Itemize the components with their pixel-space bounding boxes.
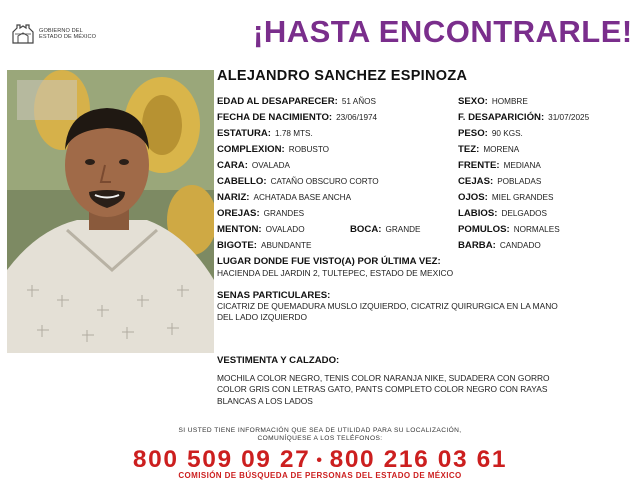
field-label: CABELLO: <box>217 176 267 187</box>
field-nariz <box>217 192 351 204</box>
field-value: MEDIANA <box>503 161 541 170</box>
field-edad <box>217 96 376 108</box>
field-value: 51 AÑOS <box>341 97 376 106</box>
field-barba <box>458 240 541 252</box>
field-value: OVALADA <box>251 161 290 170</box>
field-value: MORENA <box>483 145 520 154</box>
state-emblem-icon <box>10 23 36 45</box>
field-complexion <box>217 144 329 156</box>
field-value: ABUNDANTE <box>260 241 312 250</box>
field-ojos <box>458 192 553 204</box>
field-label: POMULOS: <box>458 224 510 235</box>
field-label: ESTATURA: <box>217 128 272 139</box>
logo-text <box>39 28 96 41</box>
field-menton <box>217 224 305 236</box>
government-logo <box>10 22 120 46</box>
field-cabello <box>217 176 379 188</box>
last-seen-text: HACIENDA DEL JARDIN 2, TULTEPEC, ESTADO DE MEXICO <box>217 268 454 278</box>
field-label: TEZ: <box>458 144 480 155</box>
phone-separator: • <box>316 451 324 469</box>
field-pomulos <box>458 224 560 236</box>
field-value: MIEL GRANDES <box>491 193 554 202</box>
field-label: NARIZ: <box>217 192 250 203</box>
clothing-line-3: BLANCAS A LOS LADOS <box>217 396 313 406</box>
field-value: ACHATADA BASE ANCHA <box>253 193 352 202</box>
field-value: HOMBRE <box>491 97 528 106</box>
field-label: BARBA: <box>458 240 496 251</box>
field-label: CARA: <box>217 160 248 171</box>
field-label: FRENTE: <box>458 160 500 171</box>
clothing-label: VESTIMENTA Y CALZADO: <box>217 355 340 366</box>
person-name: ALEJANDRO SANCHEZ ESPINOZA <box>217 68 468 84</box>
logo-line-2: ESTADO DE MÉXICO <box>39 34 97 40</box>
field-peso <box>458 128 523 140</box>
contact-note-2: COMUNÍQUESE A LOS TELÉFONOS: <box>257 435 383 442</box>
phone-numbers <box>0 446 640 474</box>
clothing-line-1: MOCHILA COLOR NEGRO, TENIS COLOR NARANJA NIKE, SUDADERA CON GORRO <box>217 373 550 383</box>
field-value: NORMALES <box>513 225 560 234</box>
phone-2[interactable]: 800 216 03 61 <box>329 446 508 473</box>
commission-name: COMISIÓN DE BÚSQUEDA DE PERSONAS DEL ESTADO DE MÉXICO <box>178 471 462 480</box>
field-sexo <box>458 96 528 108</box>
field-value: 23/06/1974 <box>336 113 378 122</box>
field-label: BIGOTE: <box>217 240 257 251</box>
field-value: DELGADOS <box>501 209 547 218</box>
field-value: ROBUSTO <box>288 145 330 154</box>
marks-line-1: CICATRIZ DE QUEMADURA MUSLO IZQUIERDO, CICATRIZ QUIRURGICA EN LA MANO <box>217 301 558 311</box>
field-label: PESO: <box>458 128 488 139</box>
field-label: FECHA DE NACIMIENTO: <box>217 112 333 123</box>
person-photo <box>7 70 214 353</box>
field-tez <box>458 144 519 156</box>
field-label: OJOS: <box>458 192 488 203</box>
marks-label: SENAS PARTICULARES: <box>217 290 331 301</box>
logo-line-1: GOBIERNO DEL <box>39 27 83 34</box>
field-value: POBLADAS <box>497 177 542 186</box>
field-label: F. DESAPARICIÓN: <box>458 112 545 123</box>
field-bigote <box>217 240 311 252</box>
marks-line-2: DEL LADO IZQUIERDO <box>217 312 307 322</box>
field-fecha-desaparicion <box>458 112 589 124</box>
field-value: 31/07/2025 <box>548 113 590 122</box>
field-estatura <box>217 128 313 140</box>
field-labios <box>458 208 547 220</box>
person-photo-illustration <box>7 70 214 353</box>
field-cara <box>217 160 290 172</box>
field-label: LABIOS: <box>458 208 498 219</box>
field-value: GRANDES <box>263 209 305 218</box>
phone-1[interactable]: 800 509 09 27 <box>132 446 311 473</box>
field-value: 90 KGS. <box>491 129 523 138</box>
last-seen-label: LUGAR DONDE FUE VISTO(A) POR ÚLTIMA VEZ: <box>217 256 441 267</box>
field-value: GRANDE <box>385 225 421 234</box>
field-label: COMPLEXION: <box>217 144 285 155</box>
field-label: SEXO: <box>458 96 488 107</box>
field-value: OVALADO <box>265 225 305 234</box>
field-cejas <box>458 176 541 188</box>
contact-note-1: SI USTED TIENE INFORMACIÓN QUE SEA DE UTILIDAD PARA SU LOCALIZACIÓN, <box>178 427 462 434</box>
field-frente <box>458 160 541 172</box>
headline: ¡HASTA ENCONTRARLE! <box>253 14 633 49</box>
field-value: CANDADO <box>499 241 541 250</box>
field-boca <box>350 224 420 236</box>
field-label: BOCA: <box>350 224 382 235</box>
field-label: OREJAS: <box>217 208 260 219</box>
field-label: MENTON: <box>217 224 262 235</box>
clothing-line-2: COLOR GRIS CON LETRAS GATO, PANTS COMPLETO COLOR NEGRO CON RAYAS <box>217 384 548 394</box>
field-label: EDAD AL DESAPARECER: <box>217 96 338 107</box>
field-orejas <box>217 208 304 220</box>
field-value: CATAÑO OBSCURO CORTO <box>270 177 379 186</box>
field-label: CEJAS: <box>458 176 494 187</box>
field-fecha-nacimiento <box>217 112 377 124</box>
field-value: 1.78 MTS. <box>275 129 313 138</box>
